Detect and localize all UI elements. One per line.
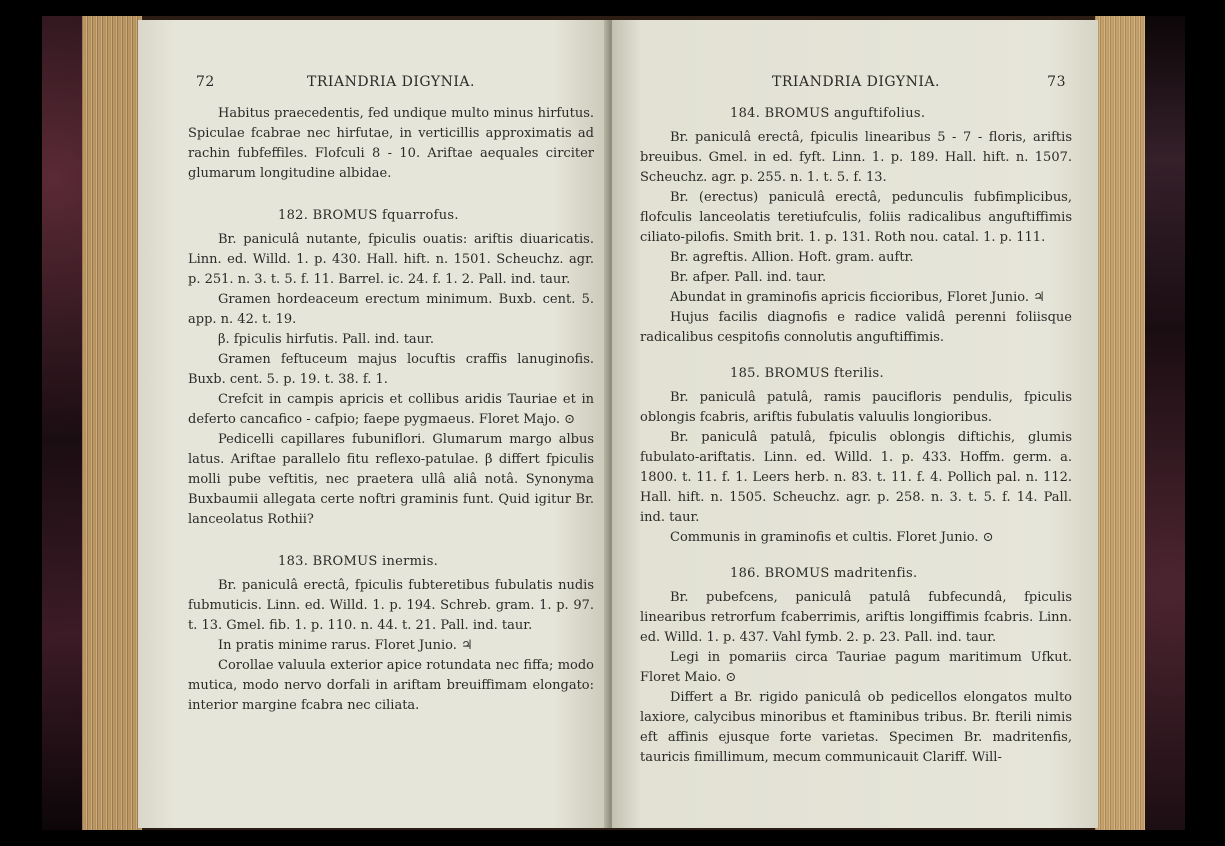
paragraph: Br. paniculâ erectâ, fpiculis fubteretibus fubulatis nudis fubmuticis. Linn. ed. Willd. 1. p. 194. Schreb. gram. 1. p. 97. t. 13. Gmel. fib. 1. p. 110. n. 44. t. 21. Pall. ind. taur. (188, 578, 594, 633)
species-heading: 182. BROMUS fquarrofus. (278, 208, 459, 223)
paragraph: Br. afper. Pall. ind. taur. (670, 270, 827, 285)
paragraph: Legi in pomariis circa Tauriae pagum maritimum Ufkut. Floret Maio. ⊙ (640, 650, 1072, 685)
left-marbled-cover (42, 16, 82, 830)
paragraph: β. fpiculis hirfutis. Pall. ind. taur. (218, 332, 434, 347)
paragraph: Gramen hordeaceum erectum minimum. Buxb. cent. 5. app. n. 42. t. 19. (188, 292, 594, 327)
left-running-head (188, 72, 594, 94)
paragraph: Br. paniculâ erectâ, fpiculis linearibus 5 - 7 - floris, ariftis breuibus. Gmel. in ed. fyft. Linn. 1. p. 189. Hall. hift. n. 1507. Scheuchz. agr. p. 255. n. 1. t. 5. f. 13. (640, 130, 1072, 185)
right-page-number: 73 (1047, 74, 1066, 90)
species-heading: 185. BROMUS fterilis. (730, 366, 884, 381)
right-marbled-cover (1145, 16, 1185, 830)
paragraph: Br. paniculâ patulâ, ramis paucifloris pendulis, fpiculis oblongis fcabris, ariftis fubulatis valuulis longioribus. (640, 390, 1072, 425)
paragraph: Gramen feftuceum majus locuftis craffis lanuginofis. Buxb. cent. 5. p. 19. t. 38. f. 1. (188, 352, 594, 387)
species-heading: 186. BROMUS madritenfis. (730, 566, 918, 581)
left-page (138, 20, 610, 828)
paragraph: Corollae valuula exterior apice rotundata nec fiffa; modo mutica, modo nervo dorfali in ariftam breuiffimam elongato: interior margine fcabra nec ciliata. (188, 658, 594, 713)
right-running-title: TRIANDRIA DIGYNIA. (772, 74, 940, 90)
paragraph: Hujus facilis diagnofis e radice validâ perenni foliisque radicalibus cespitofis connolutis anguftiffimis. (640, 310, 1072, 345)
paragraph: Habitus praecedentis, fed undique multo minus hirfutus. Spiculae fcabrae nec hirfutae, in verticillis approximatis ad rachin fubfeffiles. Flofculi 8 - 10. Ariftae aequales circiter glumarum longitudine albidae. (188, 106, 594, 181)
left-page-body (188, 104, 594, 716)
paragraph: Br. (erectus) paniculâ erectâ, pedunculis fubfimplicibus, flofculis lanceolatis teretiufculis, foliis radicalibus anguftiffimis ciliato-pilofis. Smith brit. 1. p. 131. Roth nou. catal. 1. p. 111. (640, 190, 1072, 245)
left-page-number: 72 (196, 74, 215, 90)
paragraph: Differt a Br. rigido paniculâ ob pedicellos elongatos multo laxiore, calycibus minoribus et ftaminibus tribus. Br. fterili nimis eft affinis ejusque forte varietas. Specimen Br. madritenfis, tauricis fimillimum, mecum communicauit Clariff. Will- (640, 690, 1072, 765)
paragraph: Br. paniculâ patulâ, fpiculis oblongis diftichis, glumis fubulato-ariftatis. Linn. ed. Willd. 1. p. 433. Hoffm. germ. a. 1800. t. 11. f. 1. Leers herb. n. 83. t. 11. f. 4. Pollich pal. n. 112. Hall. hift. n. 1505. Scheuchz. agr. p. 258. n. 3. t. 5. f. 14. Pall. ind. taur. (640, 430, 1072, 525)
species-heading: 184. BROMUS anguftifolius. (730, 106, 926, 121)
paragraph: Br. pubefcens, paniculâ patulâ fubfecundâ, fpiculis linearibus retrorfum fcaberrimis, ariftis longiffimis fcabris. Linn. ed. Willd. 1. p. 437. Vahl fymb. 2. p. 23. Pall. ind. taur. (640, 590, 1072, 645)
paragraph: In pratis minime rarus. Floret Junio. ♃ (218, 638, 473, 653)
paragraph: Br. paniculâ nutante, fpiculis ouatis: ariftis diuaricatis. Linn. ed. Willd. 1. p. 430. Hall. hift. n. 1501. Scheuchz. agr. p. 251. n. 3. t. 5. f. 11. Barrel. ic. 24. f. 1. 2. Pall. ind. taur. (188, 232, 594, 287)
species-heading: 183. BROMUS inermis. (278, 554, 439, 569)
paragraph: Crefcit in campis apricis et collibus aridis Tauriae et in deferto cancafico - cafpio; faepe pygmaeus. Floret Majo. ⊙ (188, 392, 594, 427)
paragraph: Pedicelli capillares fubuniflori. Glumarum margo albus latus. Ariftae parallelo fitu reflexo-patulae. β differt fpiculis molli pube veftitis, nec praetera ullâ aliâ notâ. Synonyma Buxbaumii allegata certe noftri graminis funt. Quid igitur Br. lanceolatus Rothii? (188, 432, 594, 527)
right-running-head (640, 72, 1072, 94)
paragraph: Br. agreftis. Allion. Hoft. gram. auftr. (670, 250, 914, 265)
paragraph: Abundat in graminofis apricis ficcioribus, Floret Junio. ♃ (670, 290, 1045, 305)
right-page-body (640, 104, 1072, 768)
paragraph: Communis in graminofis et cultis. Floret Junio. ⊙ (670, 530, 994, 545)
left-running-title: TRIANDRIA DIGYNIA. (307, 74, 475, 90)
right-page (612, 20, 1098, 828)
